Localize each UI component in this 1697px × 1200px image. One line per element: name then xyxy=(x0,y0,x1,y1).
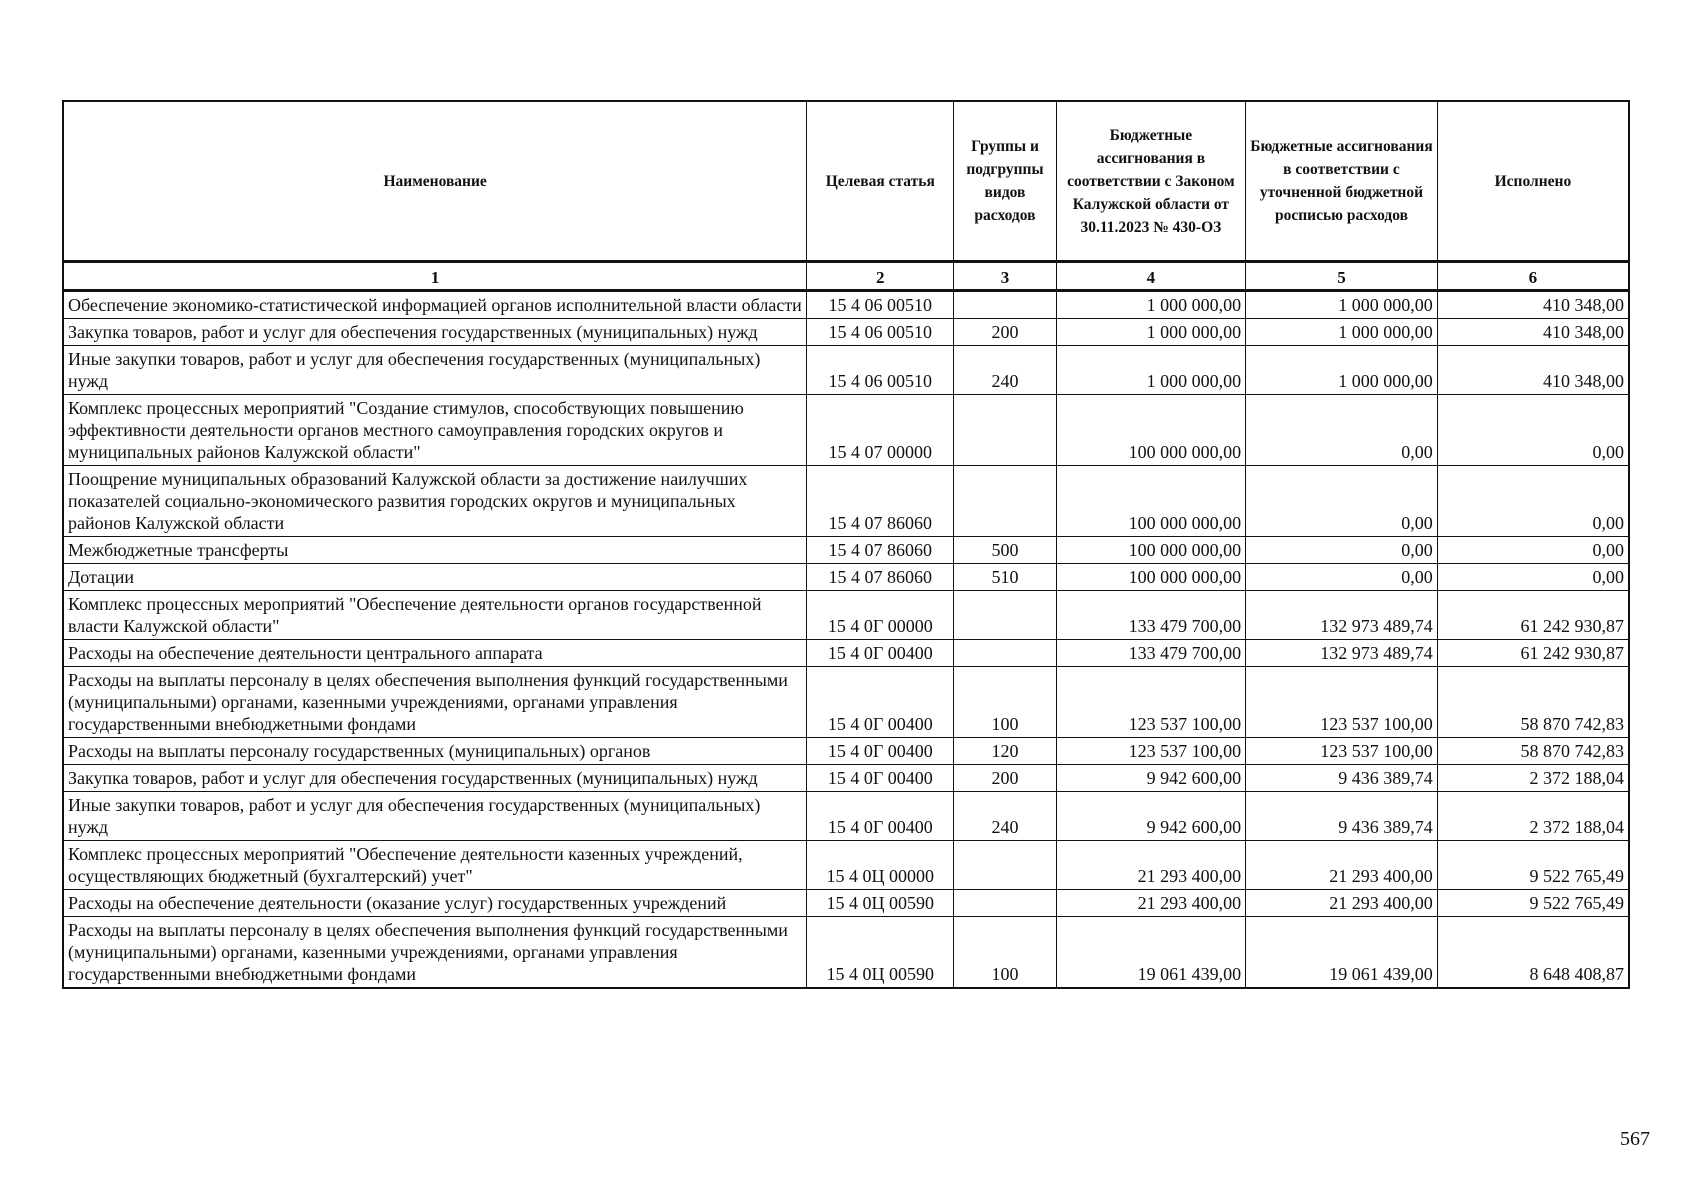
row-name: Иные закупки товаров, работ и услуг для обеспечения государственных (муниципальных) нужд xyxy=(63,346,807,395)
row-name: Комплекс процессных мероприятий "Обеспечение деятельности казенных учреждений, осуществляющих бюджетный (бухгалтерский) учет" xyxy=(63,841,807,890)
row-name: Обеспечение экономико-статистической информацией органов исполнительной власти области xyxy=(63,291,807,319)
row-executed: 410 348,00 xyxy=(1437,319,1629,346)
row-law-allocation: 9 942 600,00 xyxy=(1056,765,1245,792)
header-refined-allocations: Бюджетные ассигнования в соответствии с уточненной бюджетной росписью расходов xyxy=(1246,101,1438,262)
row-target-article: 15 4 0Г 00400 xyxy=(807,765,954,792)
row-refined-allocation: 21 293 400,00 xyxy=(1246,841,1438,890)
row-law-allocation: 133 479 700,00 xyxy=(1056,591,1245,640)
row-law-allocation: 1 000 000,00 xyxy=(1056,319,1245,346)
row-target-article: 15 4 0Г 00400 xyxy=(807,792,954,841)
row-refined-allocation: 1 000 000,00 xyxy=(1246,319,1438,346)
row-target-article: 15 4 0Г 00400 xyxy=(807,667,954,738)
row-expense-group: 120 xyxy=(954,738,1056,765)
row-name: Расходы на выплаты персоналу государственных (муниципальных) органов xyxy=(63,738,807,765)
row-law-allocation: 1 000 000,00 xyxy=(1056,291,1245,319)
row-name: Расходы на выплаты персоналу в целях обеспечения выполнения функций государственными (муниципальными) органами, казенными учреждениями, органами управления государственными внебюджетными фондами xyxy=(63,917,807,989)
table-row xyxy=(63,765,1629,792)
row-name: Комплекс процессных мероприятий "Создание стимулов, способствующих повышению эффективности деятельности органов местного самоуправления городских округов и муниципальных районов Калужской области" xyxy=(63,395,807,466)
row-target-article: 15 4 0Ц 00590 xyxy=(807,890,954,917)
row-target-article: 15 4 06 00510 xyxy=(807,346,954,395)
row-refined-allocation: 132 973 489,74 xyxy=(1246,640,1438,667)
row-target-article: 15 4 06 00510 xyxy=(807,291,954,319)
row-executed: 61 242 930,87 xyxy=(1437,591,1629,640)
row-executed: 61 242 930,87 xyxy=(1437,640,1629,667)
row-executed: 58 870 742,83 xyxy=(1437,738,1629,765)
header-target-article: Целевая статья xyxy=(807,101,954,262)
row-law-allocation: 133 479 700,00 xyxy=(1056,640,1245,667)
table-row xyxy=(63,537,1629,564)
row-expense-group xyxy=(954,291,1056,319)
row-target-article: 15 4 07 86060 xyxy=(807,466,954,537)
row-executed: 2 372 188,04 xyxy=(1437,792,1629,841)
row-law-allocation: 100 000 000,00 xyxy=(1056,466,1245,537)
column-number: 6 xyxy=(1437,262,1629,291)
row-name: Расходы на обеспечение деятельности (оказание услуг) государственных учреждений xyxy=(63,890,807,917)
row-name: Иные закупки товаров, работ и услуг для обеспечения государственных (муниципальных) нужд xyxy=(63,792,807,841)
row-name: Закупка товаров, работ и услуг для обеспечения государственных (муниципальных) нужд xyxy=(63,765,807,792)
row-expense-group xyxy=(954,591,1056,640)
row-executed: 410 348,00 xyxy=(1437,346,1629,395)
row-refined-allocation: 132 973 489,74 xyxy=(1246,591,1438,640)
page-number: 567 xyxy=(1620,1128,1650,1150)
table-row xyxy=(63,395,1629,466)
column-number: 1 xyxy=(63,262,807,291)
row-law-allocation: 19 061 439,00 xyxy=(1056,917,1245,989)
row-executed: 9 522 765,49 xyxy=(1437,890,1629,917)
row-refined-allocation: 0,00 xyxy=(1246,466,1438,537)
row-refined-allocation: 123 537 100,00 xyxy=(1246,667,1438,738)
table-row xyxy=(63,792,1629,841)
column-number-row xyxy=(63,262,1629,291)
row-law-allocation: 123 537 100,00 xyxy=(1056,667,1245,738)
table-row xyxy=(63,591,1629,640)
table-row xyxy=(63,346,1629,395)
row-refined-allocation: 0,00 xyxy=(1246,537,1438,564)
row-expense-group xyxy=(954,395,1056,466)
row-law-allocation: 1 000 000,00 xyxy=(1056,346,1245,395)
row-law-allocation: 21 293 400,00 xyxy=(1056,841,1245,890)
row-expense-group xyxy=(954,640,1056,667)
table-row xyxy=(63,466,1629,537)
row-expense-group: 100 xyxy=(954,667,1056,738)
row-name: Комплекс процессных мероприятий "Обеспечение деятельности органов государственной власти Калужской области" xyxy=(63,591,807,640)
header-expense-groups: Группы и подгруппы видов расходов xyxy=(954,101,1056,262)
row-expense-group: 100 xyxy=(954,917,1056,989)
row-refined-allocation: 0,00 xyxy=(1246,564,1438,591)
row-expense-group xyxy=(954,466,1056,537)
table-row xyxy=(63,738,1629,765)
row-expense-group: 500 xyxy=(954,537,1056,564)
row-expense-group: 240 xyxy=(954,792,1056,841)
table-row xyxy=(63,890,1629,917)
row-target-article: 15 4 0Г 00400 xyxy=(807,738,954,765)
row-name: Закупка товаров, работ и услуг для обеспечения государственных (муниципальных) нужд xyxy=(63,319,807,346)
row-expense-group: 510 xyxy=(954,564,1056,591)
row-law-allocation: 123 537 100,00 xyxy=(1056,738,1245,765)
row-law-allocation: 100 000 000,00 xyxy=(1056,395,1245,466)
row-name: Дотации xyxy=(63,564,807,591)
row-name: Межбюджетные трансферты xyxy=(63,537,807,564)
row-executed: 0,00 xyxy=(1437,395,1629,466)
budget-document xyxy=(62,100,1630,989)
table-row xyxy=(63,841,1629,890)
row-name: Расходы на обеспечение деятельности центрального аппарата xyxy=(63,640,807,667)
row-refined-allocation: 1 000 000,00 xyxy=(1246,346,1438,395)
row-refined-allocation: 19 061 439,00 xyxy=(1246,917,1438,989)
row-expense-group: 200 xyxy=(954,765,1056,792)
row-target-article: 15 4 07 86060 xyxy=(807,564,954,591)
row-expense-group: 240 xyxy=(954,346,1056,395)
row-expense-group xyxy=(954,890,1056,917)
row-target-article: 15 4 0Ц 00000 xyxy=(807,841,954,890)
column-number: 2 xyxy=(807,262,954,291)
table-row xyxy=(63,667,1629,738)
row-target-article: 15 4 0Г 00400 xyxy=(807,640,954,667)
header-name: Наименование xyxy=(63,101,807,262)
row-law-allocation: 100 000 000,00 xyxy=(1056,564,1245,591)
table-row xyxy=(63,640,1629,667)
table-row xyxy=(63,917,1629,989)
row-executed: 2 372 188,04 xyxy=(1437,765,1629,792)
row-expense-group: 200 xyxy=(954,319,1056,346)
header-law-allocations: Бюджетные ассигнования в соответствии с Законом Калужской области от 30.11.2023 № 430-ОЗ xyxy=(1056,101,1245,262)
row-name: Поощрение муниципальных образований Калужской области за достижение наилучших показателей социально-экономического развития городских округов и муниципальных районов Калужской области xyxy=(63,466,807,537)
row-refined-allocation: 9 436 389,74 xyxy=(1246,792,1438,841)
row-law-allocation: 9 942 600,00 xyxy=(1056,792,1245,841)
row-target-article: 15 4 0Ц 00590 xyxy=(807,917,954,989)
row-target-article: 15 4 07 86060 xyxy=(807,537,954,564)
row-name: Расходы на выплаты персоналу в целях обеспечения выполнения функций государственными (муниципальными) органами, казенными учреждениями, органами управления государственными внебюджетными фондами xyxy=(63,667,807,738)
row-target-article: 15 4 07 00000 xyxy=(807,395,954,466)
row-executed: 8 648 408,87 xyxy=(1437,917,1629,989)
row-target-article: 15 4 06 00510 xyxy=(807,319,954,346)
header-row xyxy=(63,101,1629,262)
row-executed: 9 522 765,49 xyxy=(1437,841,1629,890)
row-executed: 0,00 xyxy=(1437,466,1629,537)
column-number: 5 xyxy=(1246,262,1438,291)
row-refined-allocation: 9 436 389,74 xyxy=(1246,765,1438,792)
row-refined-allocation: 0,00 xyxy=(1246,395,1438,466)
column-number: 4 xyxy=(1056,262,1245,291)
row-expense-group xyxy=(954,841,1056,890)
row-executed: 0,00 xyxy=(1437,564,1629,591)
row-refined-allocation: 21 293 400,00 xyxy=(1246,890,1438,917)
row-refined-allocation: 123 537 100,00 xyxy=(1246,738,1438,765)
table-row xyxy=(63,319,1629,346)
column-number: 3 xyxy=(954,262,1056,291)
row-executed: 410 348,00 xyxy=(1437,291,1629,319)
row-target-article: 15 4 0Г 00000 xyxy=(807,591,954,640)
row-executed: 58 870 742,83 xyxy=(1437,667,1629,738)
table-row xyxy=(63,564,1629,591)
row-law-allocation: 21 293 400,00 xyxy=(1056,890,1245,917)
table-row xyxy=(63,291,1629,319)
header-executed: Исполнено xyxy=(1437,101,1629,262)
row-refined-allocation: 1 000 000,00 xyxy=(1246,291,1438,319)
row-executed: 0,00 xyxy=(1437,537,1629,564)
row-law-allocation: 100 000 000,00 xyxy=(1056,537,1245,564)
budget-table xyxy=(62,100,1630,989)
